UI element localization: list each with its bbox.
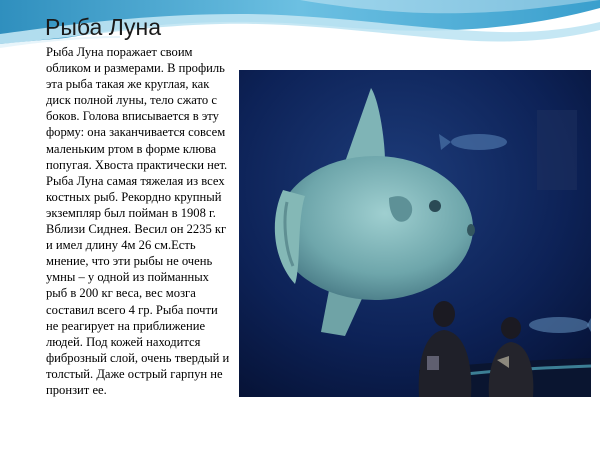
slide-title: Рыба Луна	[45, 14, 162, 40]
sunfish-photo	[239, 70, 591, 397]
slide-body-text: Рыба Луна поражает своим обликом и размерами. В профиль эта рыба такая же круглая, как диск полной луны, тело сжато с боков. Голова вписывается в эту форму: она заканчивается совсем маленьким ртом в форме клюва попугая. Хвоста практически нет. Рыба Луна самая тяжелая из всех костных рыб. Рекордно крупный экземпляр был пойман в 1908 г. Вблизи Сиднея. Весил он 2235 кг и имел длину 4м 26 см.Есть мнение, что эти рыбы не очень умны – у одной из пойманных рыб в 200 кг веса, вес мозга составил всего 4 гр. Рыба почти не реагирует на приближение людей. Под кожей находится фиброзный слой, очень твердый и толстый. Даже острый гарпун не пронзит ее.	[46, 45, 230, 397]
